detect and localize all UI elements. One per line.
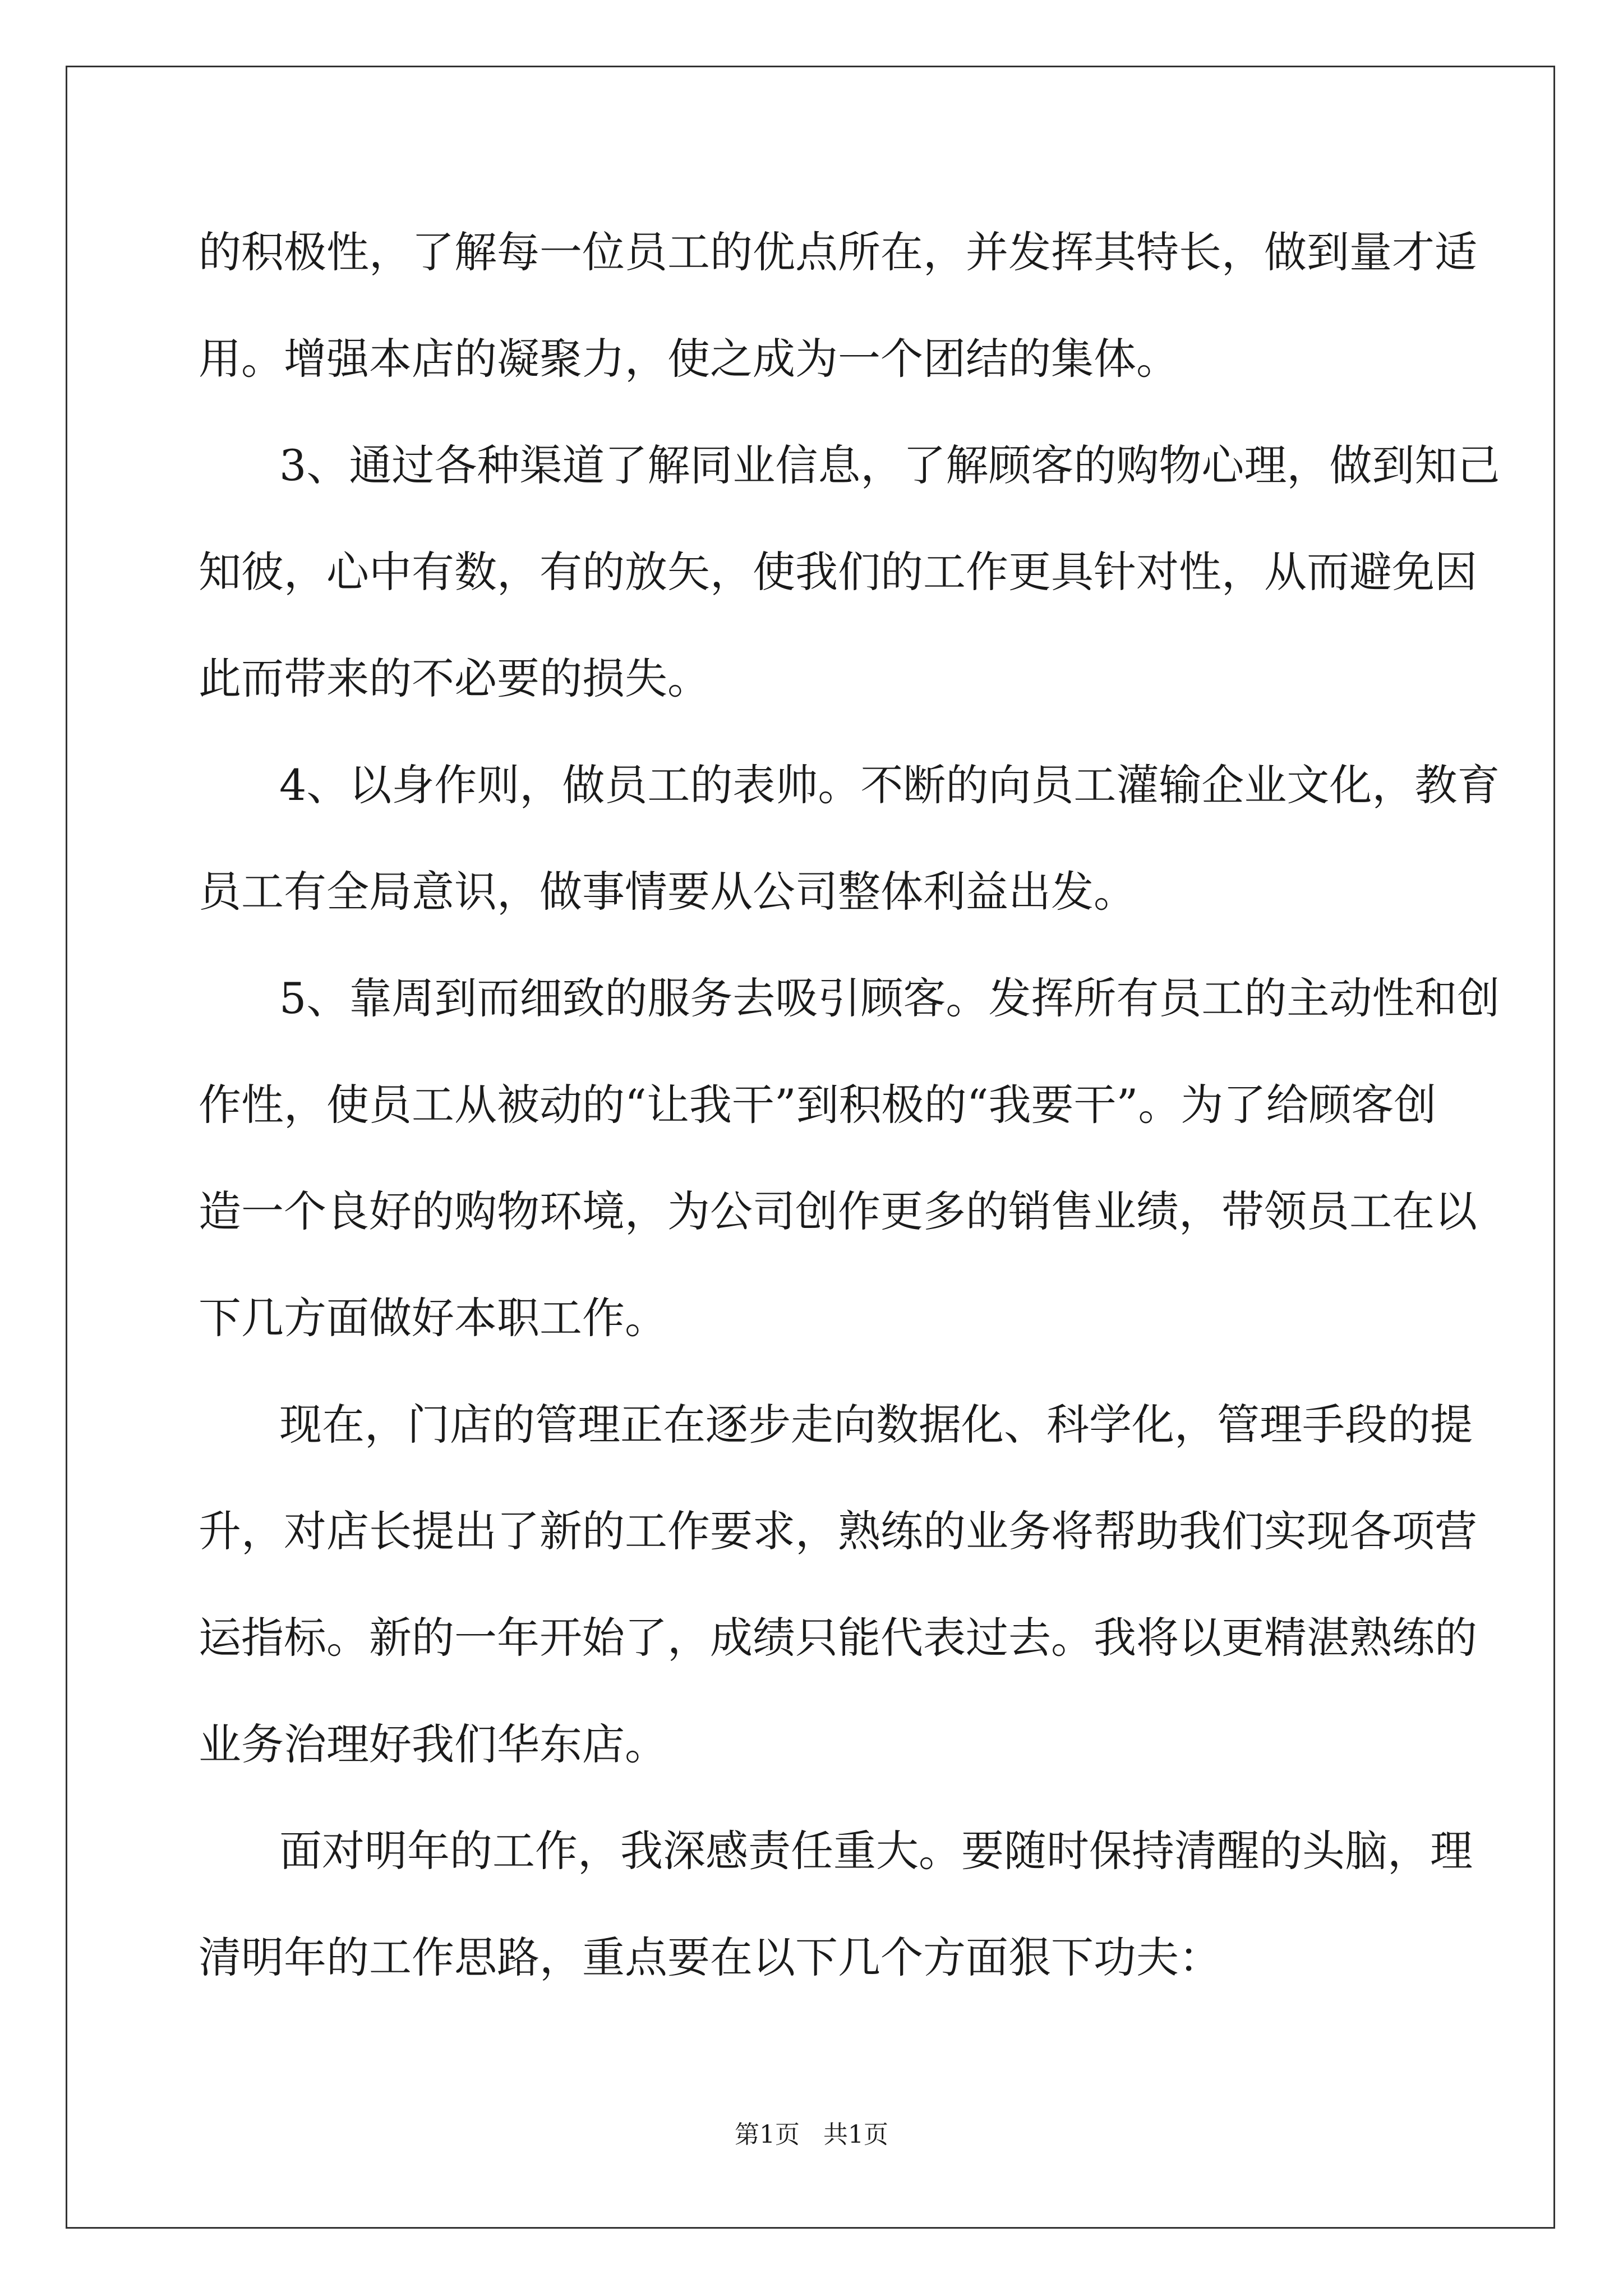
text-line: 业务治理好我们华东店。 [199,1719,667,1769]
text-line: 此而带来的不必要的损失。 [199,654,710,703]
text-line: 运指标。新的一年开始了，成绩只能代表过去。我将以更精湛熟练的 [199,1613,1477,1663]
text-line: 知彼，心中有数，有的放矢，使我们的工作更具针对性，从而避免因 [199,547,1477,597]
page-border [66,66,1555,2229]
text-line: 员工有全局意识，做事情要从公司整体利益出发。 [199,867,1136,917]
text-line: 的积极性，了解每一位员工的优点所在，并发挥其特长，做到量才适 [199,227,1477,277]
text-line: 清明年的工作思路，重点要在以下几个方面狠下功夫： [199,1932,1221,1982]
text-line: 作性，使员工从被动的“让我干”到积极的“我要干”。为了给顾客创 [199,1080,1437,1130]
page-footer: 第1页 共1页 [735,2120,888,2149]
text-line: 4、以身作则，做员工的表帅。不断的向员工灌输企业文化，教育 [279,760,1500,810]
text-line: 5、靠周到而细致的服务去吸引顾客。发挥所有员工的主动性和创 [279,973,1500,1023]
text-line: 升，对店长提出了新的工作要求，熟练的业务将帮助我们实现各项营 [199,1506,1477,1556]
text-line: 现在，门店的管理正在逐步走向数据化、科学化，管理手段的提 [279,1400,1473,1450]
text-line: 下几方面做好本职工作。 [199,1293,667,1343]
text-line: 造一个良好的购物环境，为公司创作更多的销售业绩，带领员工在以 [199,1186,1477,1236]
text-line: 3、通过各种渠道了解同业信息，了解顾客的购物心理，做到知己 [279,440,1500,490]
text-line: 用。增强本店的凝聚力，使之成为一个团结的集体。 [199,334,1179,384]
text-line: 面对明年的工作，我深感责任重大。要随时保持清醒的头脑，理 [279,1826,1473,1876]
